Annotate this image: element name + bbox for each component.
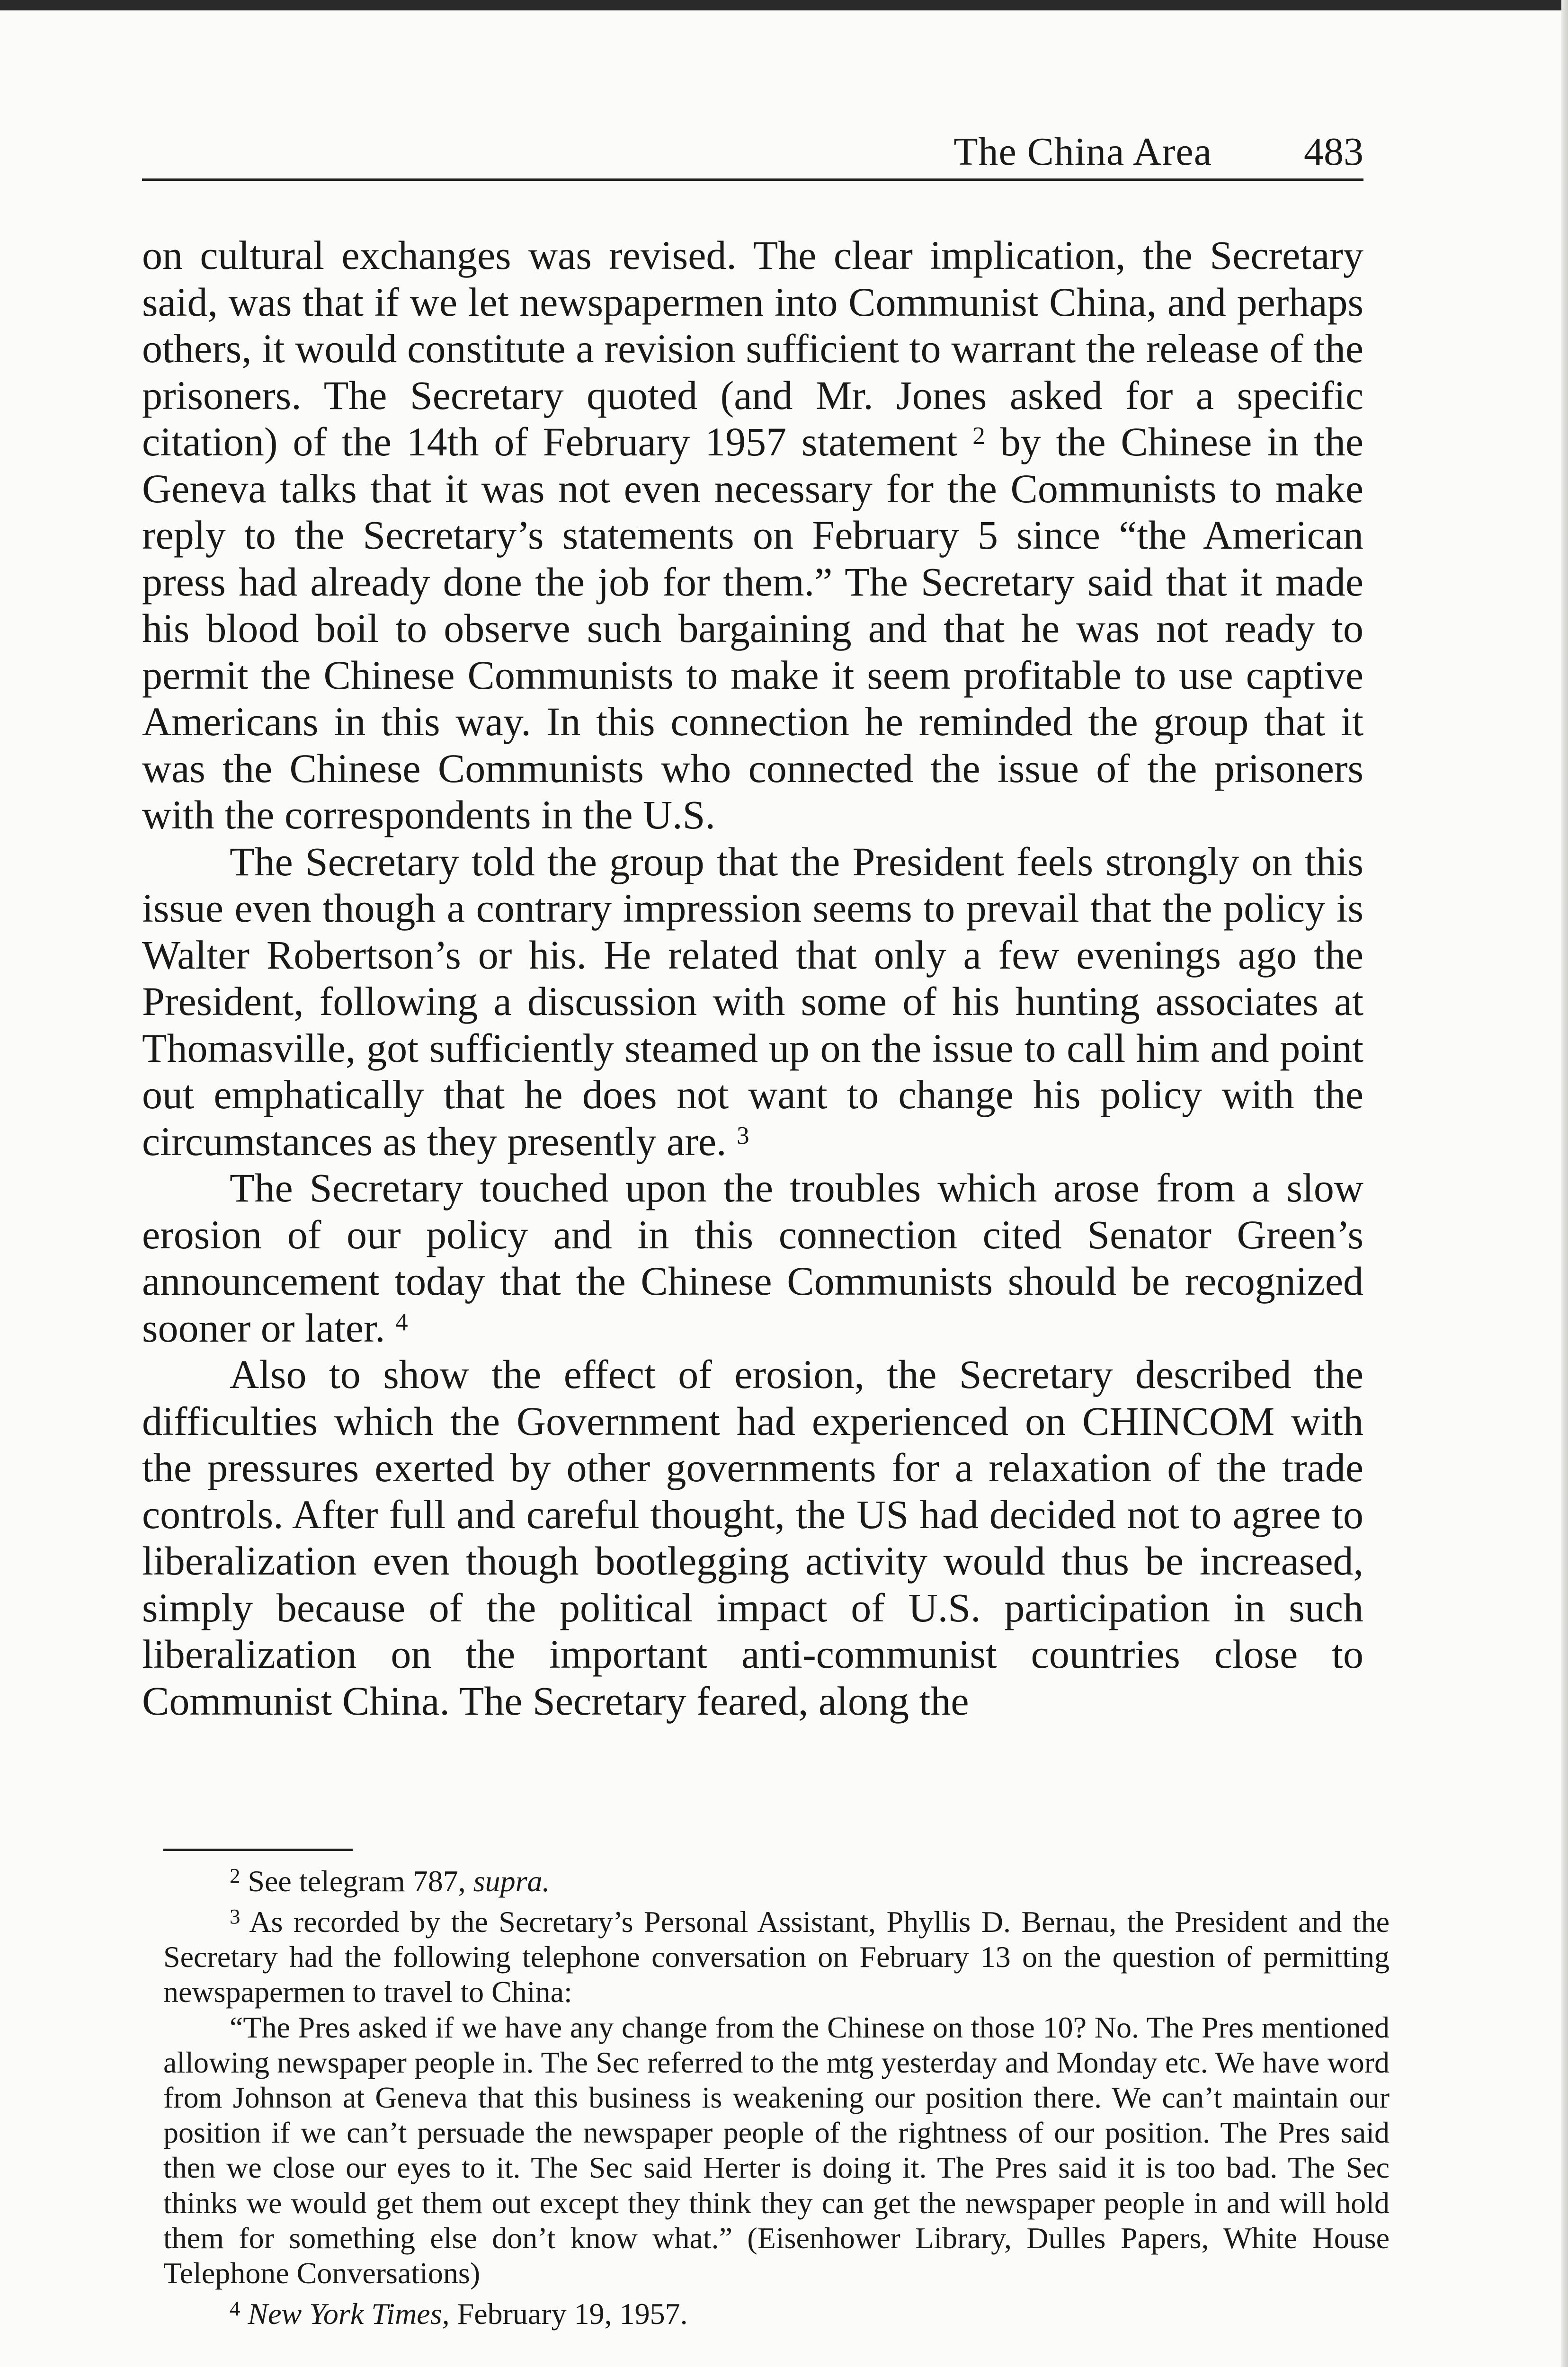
paragraph-4: Also to show the effect of erosion, the Secretary described the difficulties which the Government had experienced on CHINCOM with the pressures exerted by other governments for a relaxation of the trade controls. After full and careful thought, the US had decided not to agree to liberalization even though bootlegging activity would thus be increased, simply because of the political impact of U.S. participation in such liberalization on the important anti-communist countries close to Communist China. The Secretary feared, along the (142, 1352, 1363, 1724)
paragraph-2: The Secretary told the group that the President feels strongly on this issue even though a contrary impression seems to prevail that the policy is Walter Robertson’s or his. He related that only a few evenings ago the President, following a discussion with some of his hunting associates at Thomasville, got sufficiently steamed up on the issue to call him and point out emphatically that he does not want to change his policy with the circumstances as they presently are. $^3$ (142, 838, 1363, 1164)
paragraph-1: on cultural exchanges was revised. The clear implication, the Secretary said, was that if we let newspapermen into Communist China, and perhaps others, it would constitute a revision sufficient to warrant the release of the prisoners. The Secretary quoted (and Mr. Jones asked for a specific citation) of the 14th of February 1957 statement $^2$ by the Chinese in the Geneva talks that it was not even necessary for the Communists to make reply to the Secretary’s statements on February 5 since “the American press had already done the job for them.” The Secretary said that it made his blood boil to observe such bargaining and that he was not ready to permit the Chinese Communists to make it seem profitable to use captive Americans in this way. In this connection he reminded the group that it was the Chinese Communists who connected the issue of the prisoners with the correspondents in the U.S. (142, 232, 1364, 837)
footnote-3: $^3$ As recorded by the Secretary’s Personal Assistant, Phyllis D. Bernau, the President and the Secretary had the following telephone conversation on February 13 on the question of permitting newspapermen to travel to China: (163, 1904, 1390, 2009)
running-title: The China Area (953, 130, 1212, 174)
footnote-number: 3 (230, 1904, 241, 1929)
paragraph-3: The Secretary touched upon the troubles which arose from a slow erosion of our policy and in this connection cited Senator Green’s announcement today that the Chinese Communists should be recognized sooner or later. $^4$ (142, 1165, 1363, 1351)
footnote-4: $^4$ New York Times, February 19, 1957. (230, 2296, 688, 2331)
footnote-ref-3[interactable]: 3 (737, 1121, 749, 1149)
page-number: 483 (1304, 130, 1363, 174)
footnote-number: 2 (230, 1864, 241, 1887)
footnote-number: 4 (230, 2296, 241, 2321)
footnote-2: $^2$ See telegram 787, supra. (230, 1864, 550, 1898)
footnote-ref-4[interactable]: 4 (395, 1307, 408, 1336)
scan-right-border (1561, 0, 1568, 2367)
header-rule (142, 178, 1363, 181)
running-head (142, 124, 1363, 181)
body-text (142, 232, 1363, 1724)
scan-top-border (0, 0, 1568, 10)
footnotes (163, 1858, 1390, 2331)
footnote-ref-2[interactable]: 2 (972, 421, 985, 450)
footnote-3-quote: “The Pres asked if we have any change from the Chinese on those 10? No. The Pres mentioned allowing newspaper people in. The Sec referred to the mtg yesterday and Monday etc. We have word from Johnson at Geneva that this business is weakening our position there. We can’t maintain our position if we can’t persuade the newspaper people of the rightness of our position. The Pres said then we close our eyes to it. The Sec said Herter is doing it. The Pres said it is too bad. The Sec thinks we would get them out except they think they can get the newspaper people in and will hold them for something else don’t know what.” (Eisenhower Library, Dulles Papers, White House Telephone Conversations) (163, 2010, 1390, 2290)
footnote-rule (163, 1849, 353, 1851)
